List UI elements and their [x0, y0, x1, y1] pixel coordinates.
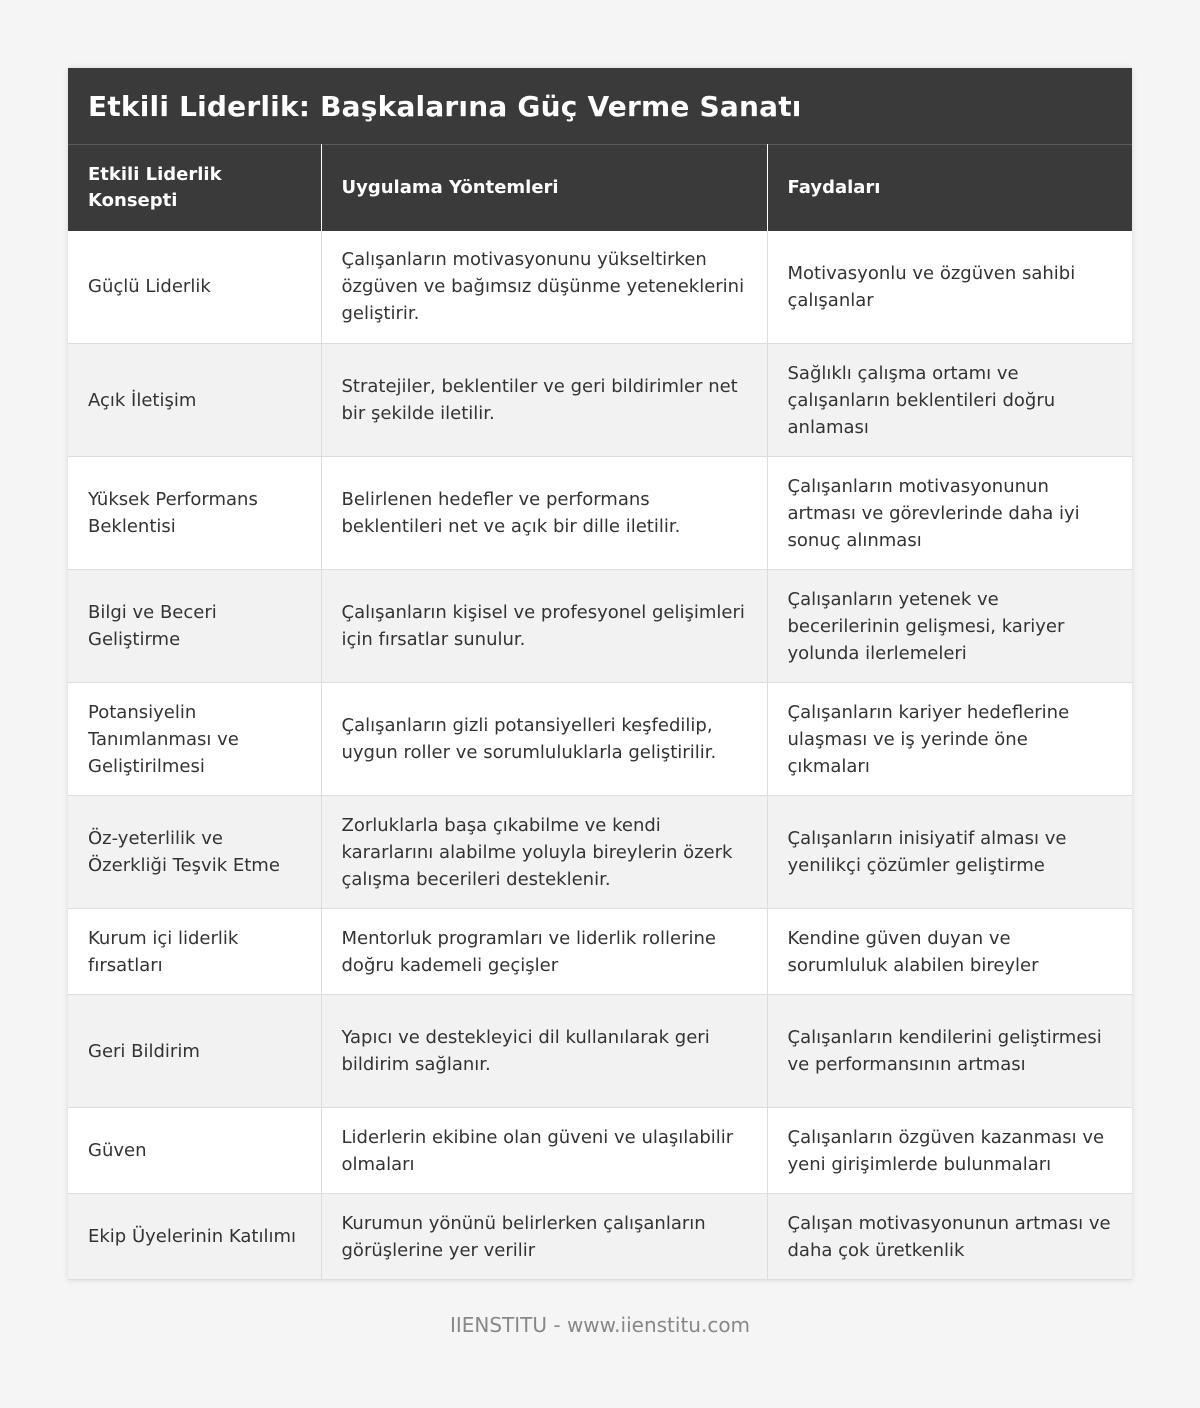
- table-cell-benefits: Çalışanların özgüven kazanması ve yeni girişimlerde bulunmaları: [767, 1108, 1132, 1194]
- table-cell-concept: Güçlü Liderlik: [68, 231, 321, 344]
- column-header-benefits: Faydaları: [767, 145, 1132, 231]
- table-cell-benefits: Çalışanların yetenek ve becerilerinin gelişmesi, kariyer yolunda ilerlemeleri: [767, 570, 1132, 683]
- column-header-methods: Uygulama Yöntemleri: [321, 145, 767, 231]
- table-cell-methods: Zorluklarla başa çıkabilme ve kendi kararlarını alabilme yoluyla bireylerin özerk çalışma becerileri desteklenir.: [321, 796, 767, 909]
- table-cell-benefits: Kendine güven duyan ve sorumluluk alabilen bireyler: [767, 909, 1132, 995]
- table-row: [68, 796, 1132, 909]
- table-cell-benefits: Çalışanların kendilerini geliştirmesi ve performansının artması: [767, 995, 1132, 1108]
- table-cell-concept: Ekip Üyelerinin Katılımı: [68, 1194, 321, 1280]
- footer-credit: IIENSTITU - www.iienstitu.com: [449, 1313, 751, 1337]
- table-cell-methods: Çalışanların gizli potansiyelleri keşfedilip, uygun roller ve sorumluluklarla geliştirilir.: [321, 683, 767, 796]
- table-cell-benefits: Motivasyonlu ve özgüven sahibi çalışanlar: [767, 231, 1132, 344]
- table-row: [68, 683, 1132, 796]
- table-row: [68, 909, 1132, 995]
- table-row: [68, 1108, 1132, 1194]
- table-row: [68, 995, 1132, 1108]
- table-cell-methods: Stratejiler, beklentiler ve geri bildirimler net bir şekilde iletilir.: [321, 344, 767, 457]
- table-cell-concept: Geri Bildirim: [68, 995, 321, 1108]
- table-cell-benefits: Çalışanların motivasyonunun artması ve görevlerinde daha iyi sonuç alınması: [767, 457, 1132, 570]
- table-cell-benefits: Sağlıklı çalışma ortamı ve çalışanların beklentileri doğru anlaması: [767, 344, 1132, 457]
- title-bar: [68, 68, 1132, 144]
- leadership-table: [68, 144, 1132, 1280]
- table-cell-concept: Öz-yeterlilik ve Özerkliği Teşvik Etme: [68, 796, 321, 909]
- table-row: [68, 344, 1132, 457]
- table-row: [68, 231, 1132, 344]
- table-row: [68, 1194, 1132, 1280]
- table-cell-concept: Kurum içi liderlik fırsatları: [68, 909, 321, 995]
- table-cell-methods: Çalışanların motivasyonunu yükseltirken özgüven ve bağımsız düşünme yeteneklerini geliştirir.: [321, 231, 767, 344]
- table-cell-concept: Açık İletişim: [68, 344, 321, 457]
- table-cell-benefits: Çalışanların kariyer hedeflerine ulaşması ve iş yerinde öne çıkmaları: [767, 683, 1132, 796]
- table-row: [68, 457, 1132, 570]
- table-cell-methods: Yapıcı ve destekleyici dil kullanılarak geri bildirim sağlanır.: [321, 995, 767, 1108]
- table-cell-concept: Bilgi ve Beceri Geliştirme: [68, 570, 321, 683]
- table-cell-methods: Çalışanların kişisel ve profesyonel gelişimleri için fırsatlar sunulur.: [321, 570, 767, 683]
- column-header-concept: Etkili Liderlik Konsepti: [68, 145, 321, 231]
- table-cell-concept: Yüksek Performans Beklentisi: [68, 457, 321, 570]
- table-row: [68, 570, 1132, 683]
- table-cell-methods: Liderlerin ekibine olan güveni ve ulaşılabilir olmaları: [321, 1108, 767, 1194]
- table-cell-benefits: Çalışan motivasyonunun artması ve daha çok üretkenlik: [767, 1194, 1132, 1280]
- table-card: [68, 68, 1132, 1280]
- table-cell-methods: Mentorluk programları ve liderlik rollerine doğru kademeli geçişler: [321, 909, 767, 995]
- table-cell-concept: Güven: [68, 1108, 321, 1194]
- table-cell-methods: Kurumun yönünü belirlerken çalışanların görüşlerine yer verilir: [321, 1194, 767, 1280]
- page-title: Etkili Liderlik: Başkalarına Güç Verme Sanatı: [88, 89, 802, 123]
- table-cell-methods: Belirlenen hedefler ve performans beklentileri net ve açık bir dille iletilir.: [321, 457, 767, 570]
- table-cell-benefits: Çalışanların inisiyatif alması ve yenilikçi çözümler geliştirme: [767, 796, 1132, 909]
- table-cell-concept: Potansiyelin Tanımlanması ve Geliştirilmesi: [68, 683, 321, 796]
- table-header-row: [68, 145, 1132, 231]
